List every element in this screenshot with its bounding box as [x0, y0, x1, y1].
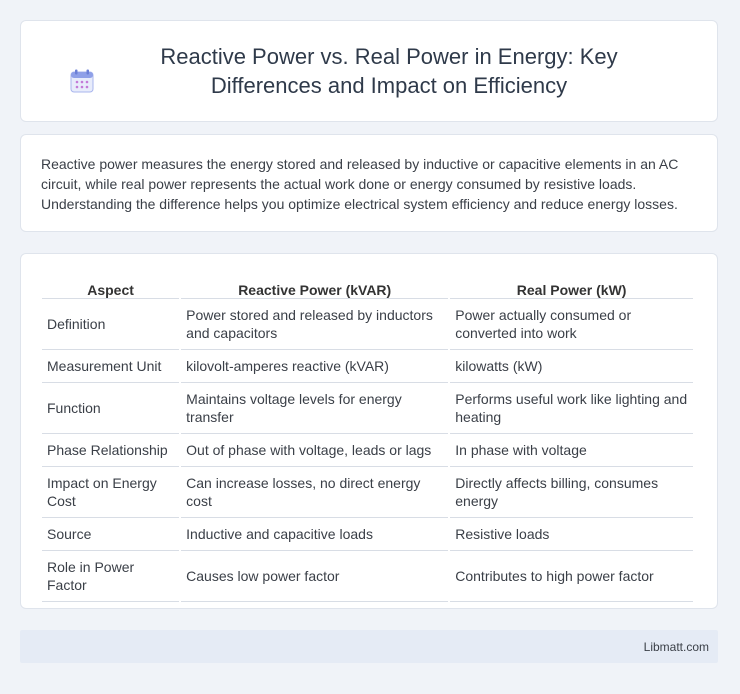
cell-aspect: Measurement Unit: [42, 350, 179, 383]
cell-aspect: Source: [42, 518, 179, 551]
intro-card: [20, 134, 718, 232]
intro-paragraph: Reactive power measures the energy stored and released by inductive or capacitive elements in an AC circuit, while real power represents the actual work done or energy consumed by resistive loads. Understanding the difference helps you optimize electrical system efficiency and reduce energy losses.: [41, 156, 679, 212]
calendar-icon: [69, 68, 95, 94]
table-row: [42, 467, 693, 518]
table-row: [42, 434, 693, 467]
cell-real: Performs useful work like lighting and heating: [450, 383, 693, 434]
table-row: [42, 350, 693, 383]
cell-aspect: Function: [42, 383, 179, 434]
cell-aspect: Definition: [42, 299, 179, 350]
cell-real: In phase with voltage: [450, 434, 693, 467]
comparison-table: [40, 276, 695, 602]
cell-reactive: Inductive and capacitive loads: [181, 518, 448, 551]
table-header-row: [42, 276, 693, 299]
comparison-card: [20, 253, 718, 609]
table-row: [42, 518, 693, 551]
cell-reactive: Can increase losses, no direct energy cost: [181, 467, 448, 518]
header-real-power: Real Power (kW): [450, 276, 693, 299]
page-title: Reactive Power vs. Real Power in Energy: Key Differences and Impact on Efficiency: [160, 44, 618, 98]
table-row: [42, 551, 693, 602]
header-reactive-power: Reactive Power (kVAR): [181, 276, 448, 299]
cell-real: Power actually consumed or converted into work: [450, 299, 693, 350]
cell-reactive: Power stored and released by inductors and capacitors: [181, 299, 448, 350]
table-row: [42, 383, 693, 434]
header-aspect: Aspect: [42, 276, 179, 299]
cell-real: Contributes to high power factor: [450, 551, 693, 602]
cell-reactive: kilovolt-amperes reactive (kVAR): [181, 350, 448, 383]
footer: [20, 630, 718, 663]
table-row: [42, 299, 693, 350]
cell-real: Directly affects billing, consumes energy: [450, 467, 693, 518]
cell-reactive: Out of phase with voltage, leads or lags: [181, 434, 448, 467]
cell-aspect: Role in Power Factor: [42, 551, 179, 602]
cell-real: kilowatts (kW): [450, 350, 693, 383]
title-wrap: [69, 42, 669, 100]
footer-brand[interactable]: Libmatt.com: [643, 639, 709, 654]
title-card: [20, 20, 718, 122]
cell-aspect: Impact on Energy Cost: [42, 467, 179, 518]
cell-real: Resistive loads: [450, 518, 693, 551]
cell-reactive: Causes low power factor: [181, 551, 448, 602]
cell-aspect: Phase Relationship: [42, 434, 179, 467]
cell-reactive: Maintains voltage levels for energy transfer: [181, 383, 448, 434]
